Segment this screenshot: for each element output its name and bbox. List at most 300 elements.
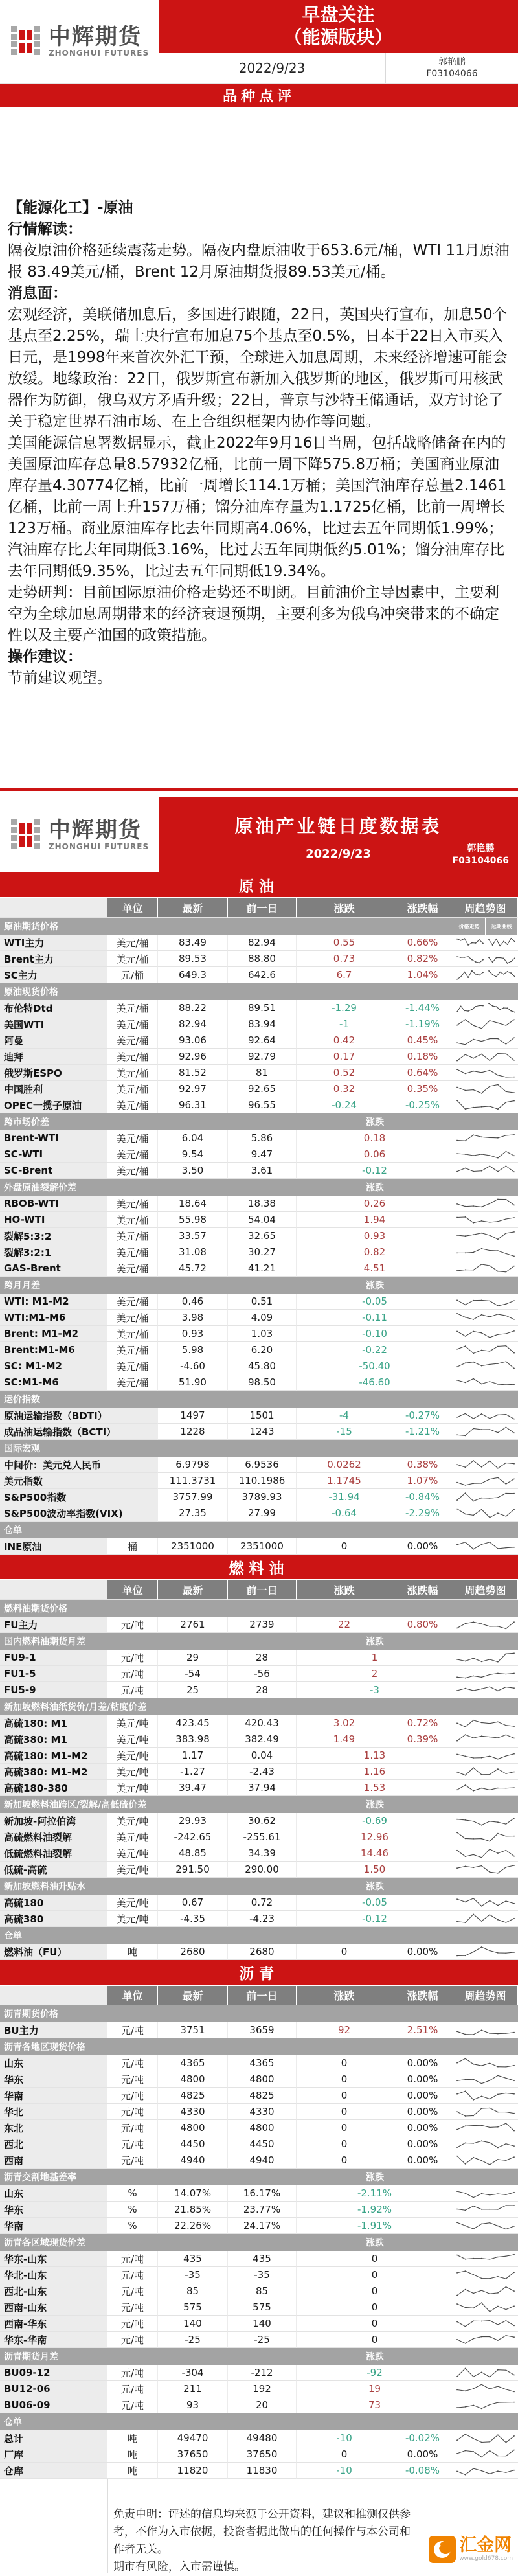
row-unit: 元/吨 (107, 1682, 158, 1698)
row-change: -50.40 (297, 1358, 453, 1374)
row-name: 低硫-高硫 (0, 1862, 107, 1878)
row-previous: 1501 (228, 1408, 297, 1424)
trend-cell (453, 951, 518, 967)
trend-sparkline (456, 2448, 515, 2461)
row-change: -4 (297, 1408, 392, 1424)
trend-cell (453, 2397, 518, 2413)
row-unit: 美元/吨 (107, 1748, 158, 1764)
row-latest: 29.93 (158, 1813, 228, 1829)
trend-cell (453, 1944, 518, 1960)
row-latest: 1228 (158, 1424, 228, 1440)
row-previous: 24.17% (228, 2218, 297, 2234)
row-unit: 吨 (107, 1944, 158, 1960)
trend-cell (453, 1682, 518, 1698)
row-unit: 美元/桶 (107, 1358, 158, 1374)
row-name: 高硫380: M1 (0, 1731, 107, 1748)
commentary-article (0, 107, 518, 788)
logo-name-cn: 中辉期货 (48, 24, 142, 50)
row-latest: 140 (158, 2316, 228, 2332)
trend-cell (453, 2202, 518, 2218)
analyst-info (453, 843, 510, 867)
section-header-bar (0, 1277, 518, 1294)
row-unit: 美元/桶 (107, 1244, 158, 1260)
column-header: 单位 (107, 1986, 158, 2005)
row-change: -0.64 (297, 1505, 392, 1522)
trend-sparkline (456, 1034, 515, 1047)
row-latest: -4.60 (158, 1358, 228, 1374)
trend-cell (453, 2365, 518, 2381)
table-row (0, 1424, 518, 1440)
section-change-label: 涨跌 (366, 2352, 384, 2362)
row-previous: 110.1986 (228, 1473, 297, 1489)
row-change-pct: -2.29% (392, 1505, 453, 1522)
trend-sparkline (456, 1667, 515, 1680)
trend-cell (453, 1617, 518, 1633)
section-label: 沥青期货价格 (4, 2009, 58, 2020)
row-name: FU9-1 (0, 1650, 107, 1666)
table-row (0, 2332, 518, 2348)
row-name: SC: M1-M2 (0, 1358, 107, 1374)
row-latest: 4365 (158, 2055, 228, 2071)
section-change-label: 涨跌 (366, 1183, 384, 1193)
watermark-url: www.gold678.com (459, 2555, 513, 2562)
row-change: 1.13 (297, 1748, 453, 1764)
row-change-pct: 2.51% (392, 2022, 453, 2038)
trend-sparkline (456, 1229, 515, 1242)
table-row (0, 1457, 518, 1473)
row-name: 西南 (0, 2152, 107, 2169)
trend-sparkline (456, 2089, 515, 2102)
table-row (0, 2071, 518, 2088)
row-previous: 98.50 (228, 1374, 297, 1391)
row-change: 2 (297, 1666, 453, 1682)
trend-cell (453, 967, 518, 983)
trend-sparkline (456, 1425, 515, 1438)
row-previous: 4365 (228, 2055, 297, 2071)
row-unit: 元/吨 (107, 2332, 158, 2348)
row-change: -0.10 (297, 1326, 453, 1342)
row-name: 高硫180: M1 (0, 1715, 107, 1731)
trend-sparkline (456, 1327, 515, 1340)
row-unit: 元/吨 (107, 2316, 158, 2332)
row-unit: 元/吨 (107, 2299, 158, 2316)
row-unit: 吨 (107, 2463, 158, 2479)
trend-sublabel: 远期曲线 (486, 918, 518, 935)
table-row (0, 1862, 518, 1878)
row-previous: 37.94 (228, 1780, 297, 1796)
trend-sparkline (456, 1082, 515, 1095)
table-row (0, 1944, 518, 1960)
row-name: 美元指数 (0, 1473, 158, 1489)
trend-sparkline (456, 1781, 515, 1794)
row-change-pct: 0.00% (392, 2088, 453, 2104)
trend-cell (453, 2251, 518, 2267)
trend-sparkline (456, 1830, 515, 1843)
row-name: 中间价：美元兑人民币 (0, 1457, 158, 1473)
row-unit: 美元/桶 (107, 1310, 158, 1326)
trend-sparkline (456, 2285, 515, 2297)
row-unit: 元/吨 (107, 2251, 158, 2267)
row-latest: 435 (158, 2251, 228, 2267)
row-change: -1 (297, 1016, 392, 1032)
section-label: 国内燃料油期货月差 (4, 1637, 85, 1647)
row-unit: % (107, 2218, 158, 2234)
table-row (0, 2120, 518, 2136)
column-header: 周趋势图 (453, 1986, 518, 2005)
row-previous: 2739 (228, 1617, 297, 1633)
trend-sparkline (456, 1458, 515, 1471)
trend-sparkline (456, 1912, 515, 1925)
row-name: 裂解5:3:2 (0, 1228, 107, 1244)
row-name: 中国胜利 (0, 1081, 107, 1097)
row-previous: 85 (228, 2283, 297, 2299)
row-name: Brent-WTI (0, 1130, 107, 1146)
row-name: 西北 (0, 2136, 107, 2152)
row-name: 高硫180: M1-M2 (0, 1748, 107, 1764)
report-header-1 (0, 0, 518, 84)
table-row (0, 1342, 518, 1358)
row-unit: 美元/桶 (107, 1294, 158, 1310)
column-header: 涨跌 (297, 1580, 392, 1600)
table-row (0, 1130, 518, 1146)
row-previous: 11830 (228, 2463, 297, 2479)
row-change: 0.17 (297, 1049, 392, 1065)
row-latest: -304 (158, 2365, 228, 2381)
column-header-name (0, 1986, 107, 2005)
row-unit: 美元/桶 (107, 1049, 158, 1065)
trend-sparkline (456, 1765, 515, 1778)
row-unit: 元/吨 (107, 2022, 158, 2038)
row-name: SC主力 (0, 967, 107, 983)
trend-sparkline (456, 1716, 515, 1729)
row-name: 华北 (0, 2104, 107, 2120)
row-previous: 30.62 (228, 1813, 297, 1829)
table-row (0, 1473, 518, 1489)
row-change: -0.22 (297, 1342, 453, 1358)
row-latest: 18.64 (158, 1196, 228, 1212)
table-row (0, 1748, 518, 1764)
row-change: 92 (297, 2022, 392, 2038)
section-label: 沥青各地区现货价格 (4, 2042, 85, 2053)
trend-cell (453, 1310, 518, 1326)
section-change-label: 涨跌 (366, 1281, 384, 1291)
table-row (0, 1196, 518, 1212)
row-unit: 美元/吨 (107, 1715, 158, 1731)
row-latest: 81.52 (158, 1065, 228, 1081)
row-change: 0.55 (297, 935, 392, 951)
row-name: 原油运输指数（BDTI） (0, 1408, 158, 1424)
row-latest: 92.97 (158, 1081, 228, 1097)
row-name: 东北 (0, 2120, 107, 2136)
row-previous: 32.65 (228, 1228, 297, 1244)
row-previous: 3.61 (228, 1163, 297, 1179)
section-bar-comment: 品种点评 (0, 84, 518, 107)
row-unit: 美元/吨 (107, 1895, 158, 1911)
table-row (0, 2055, 518, 2071)
row-previous: 20 (228, 2397, 297, 2413)
row-previous: 382.49 (228, 1731, 297, 1748)
row-unit: 元/吨 (107, 2365, 158, 2381)
row-previous: 9.47 (228, 1146, 297, 1163)
trend-cell (453, 1081, 518, 1097)
row-change: 0 (297, 2446, 392, 2463)
row-change: -10 (297, 2463, 392, 2479)
report-subtitle: （能源版块） (284, 27, 393, 48)
table-row (0, 1505, 518, 1522)
row-change: 0 (297, 2088, 392, 2104)
table-row (0, 1310, 518, 1326)
row-unit: 美元/桶 (107, 935, 158, 951)
row-unit: 美元/桶 (107, 1130, 158, 1146)
row-name: WTI: M1-M2 (0, 1294, 107, 1310)
section-label: 跨月月差 (4, 1281, 40, 1291)
table-row (0, 2397, 518, 2413)
row-latest: 9.54 (158, 1146, 228, 1163)
row-latest: 0.93 (158, 1326, 228, 1342)
row-name: Brent: M1-M2 (0, 1326, 107, 1342)
trend-cell (453, 1911, 518, 1927)
row-latest: 88.22 (158, 1000, 228, 1016)
row-previous: -25 (228, 2332, 297, 2348)
table-row (0, 935, 518, 951)
row-latest: 49470 (158, 2430, 228, 2446)
row-latest: 82.94 (158, 1016, 228, 1032)
row-unit: 美元/桶 (107, 1326, 158, 1342)
table-row (0, 1228, 518, 1244)
trend-sparkline (456, 1814, 515, 1827)
row-previous: 16.17% (228, 2185, 297, 2202)
row-latest: 649.3 (158, 967, 228, 983)
row-latest: 96.31 (158, 1097, 228, 1113)
row-previous: 4800 (228, 2120, 297, 2136)
row-unit: 美元/桶 (107, 1196, 158, 1212)
row-previous: 27.99 (228, 1505, 297, 1522)
trend-sparkline (456, 1749, 515, 1762)
row-name: S&P500波动率指数(VIX) (0, 1505, 158, 1522)
article-heading: 消息面： (8, 285, 67, 302)
row-name: BU09-12 (0, 2365, 107, 2381)
row-latest: 4800 (158, 2071, 228, 2088)
section-label: 仓单 (4, 2417, 22, 2428)
trend-cell (453, 2381, 518, 2397)
section-header-bar (0, 2169, 518, 2185)
trend-cell (453, 2136, 518, 2152)
row-previous: 1.03 (228, 1326, 297, 1342)
row-latest: 3.98 (158, 1310, 228, 1326)
row-previous: 4.09 (228, 1310, 297, 1326)
row-previous: 575 (228, 2299, 297, 2316)
section-header-bar (0, 1698, 518, 1715)
logo-name-cn: 中辉期货 (48, 817, 142, 843)
row-change: 0 (297, 2055, 392, 2071)
row-change: 0 (297, 1538, 392, 1555)
row-latest: 92.96 (158, 1049, 228, 1065)
table-row (0, 1049, 518, 1065)
row-previous: 192 (228, 2381, 297, 2397)
row-name: 仓库 (0, 2463, 107, 2479)
row-latest: 2351000 (158, 1538, 228, 1555)
trend-sparkline (456, 2382, 515, 2395)
row-latest: 25 (158, 1682, 228, 1698)
row-unit: 元/吨 (107, 2120, 158, 2136)
trend-cell (453, 2104, 518, 2120)
trend-cell (453, 1065, 518, 1081)
section-label: 沥青各区域现货价差 (4, 2238, 85, 2248)
trend-sparkline (488, 1001, 516, 1014)
trend-sparkline (456, 2317, 515, 2330)
row-unit: 美元/桶 (107, 1342, 158, 1358)
row-previous: 23.77% (228, 2202, 297, 2218)
row-change: 0.42 (297, 1032, 392, 1049)
row-name: Brent:M1-M6 (0, 1342, 107, 1358)
row-unit: 吨 (107, 2446, 158, 2463)
row-change-pct: -0.25% (392, 1097, 453, 1113)
row-unit: 元/吨 (107, 2381, 158, 2397)
trend-cell (453, 1374, 518, 1391)
row-name: 华东 (0, 2071, 107, 2088)
data-tables (0, 872, 518, 2479)
row-change: -1.29 (297, 1000, 392, 1016)
trend-cell (453, 2299, 518, 2316)
row-latest: 4825 (158, 2088, 228, 2104)
table-asphalt (0, 1960, 518, 2479)
row-unit: 元/桶 (107, 967, 158, 983)
row-name: 高硫燃料油裂解 (0, 1829, 107, 1845)
trend-sparkline (456, 1343, 515, 1356)
huijin-watermark-icon (429, 2536, 456, 2563)
row-name: 低硫燃料油裂解 (0, 1845, 107, 1862)
column-header: 周趋势图 (453, 1580, 518, 1600)
row-previous: 34.39 (228, 1845, 297, 1862)
table-row (0, 1715, 518, 1731)
trend-cell (453, 1097, 518, 1113)
row-name: 厂库 (0, 2446, 107, 2463)
row-latest: 37650 (158, 2446, 228, 2463)
row-latest: 383.98 (158, 1731, 228, 1748)
row-change-pct: -1.19% (392, 1016, 453, 1032)
row-previous: -4.23 (228, 1911, 297, 1927)
row-change-pct: -0.08% (392, 2463, 453, 2479)
trend-cell (453, 1780, 518, 1796)
row-unit: 吨 (107, 2430, 158, 2446)
trend-cell (453, 1049, 518, 1065)
row-latest: 3.50 (158, 1163, 228, 1179)
row-name: SC-Brent (0, 1163, 107, 1179)
row-unit: 美元/吨 (107, 1780, 158, 1796)
analyst-name: 郭艳鹏 (438, 57, 466, 67)
trend-cell (453, 1408, 518, 1424)
section-header-bar (0, 1522, 518, 1538)
row-latest: 11820 (158, 2463, 228, 2479)
trend-cell (453, 1505, 518, 1522)
column-header: 涨跌 (297, 1986, 392, 2005)
row-change-pct: 0.00% (392, 2104, 453, 2120)
trend-sparkline (456, 1507, 515, 1520)
trend-cell (453, 1000, 518, 1016)
row-change: -3 (297, 1682, 453, 1698)
row-unit: 美元/吨 (107, 1829, 158, 1845)
row-name: Brent主力 (0, 951, 107, 967)
table-row (0, 2381, 518, 2397)
row-change-pct: 0.64% (392, 1065, 453, 1081)
row-unit: 美元/桶 (107, 1228, 158, 1244)
row-unit: 美元/吨 (107, 1845, 158, 1862)
trend-sparkline (456, 1733, 515, 1746)
row-change: 22 (297, 1617, 392, 1633)
row-previous: -255.61 (228, 1829, 297, 1845)
row-change: -0.05 (297, 1895, 453, 1911)
row-unit: 元/吨 (107, 1617, 158, 1633)
row-latest: -35 (158, 2267, 228, 2283)
trend-sparkline (456, 968, 484, 981)
row-latest: 27.35 (158, 1505, 228, 1522)
row-change-pct: 0.38% (392, 1457, 453, 1473)
row-previous: 81 (228, 1065, 297, 1081)
row-previous: 28 (228, 1682, 297, 1698)
trend-sparkline (456, 1376, 515, 1389)
table-row (0, 2185, 518, 2202)
trend-sparkline (456, 2219, 515, 2232)
trend-sparkline (456, 1863, 515, 1876)
analyst-name: 郭艳鹏 (467, 843, 495, 854)
row-change: 0.06 (297, 1146, 453, 1163)
trend-sparkline (456, 1099, 515, 1111)
trend-cell (453, 1845, 518, 1862)
section-header-bar (0, 918, 518, 935)
row-change-pct: 0.39% (392, 1731, 453, 1748)
row-latest: 4450 (158, 2136, 228, 2152)
table-column-header (0, 1580, 518, 1600)
row-change: 0 (297, 2251, 453, 2267)
row-unit: 美元/吨 (107, 1731, 158, 1748)
section-label: 沥青期货月差 (4, 2352, 58, 2362)
table-row (0, 1244, 518, 1260)
trend-cell (453, 2446, 518, 2463)
section-change-label: 涨跌 (366, 1117, 384, 1128)
table-row (0, 2299, 518, 2316)
trend-sparkline (456, 2121, 515, 2134)
row-previous: 6.9536 (228, 1457, 297, 1473)
watermark-name: 汇金网 (459, 2535, 512, 2555)
row-unit: 元/吨 (107, 2104, 158, 2120)
row-previous: 2680 (228, 1944, 297, 1960)
table-row (0, 1895, 518, 1911)
trend-cell (453, 2055, 518, 2071)
trend-cell (453, 1457, 518, 1473)
row-name: 高硫380 (0, 1911, 107, 1927)
section-header-bar (0, 1440, 518, 1457)
column-header-name (0, 1580, 107, 1600)
row-name: OPEC一揽子原油 (0, 1097, 107, 1113)
row-change: -1.91% (297, 2218, 453, 2234)
trend-sparkline (456, 2301, 515, 2314)
company-logo (0, 0, 159, 83)
row-name: 西南-华东 (0, 2316, 107, 2332)
row-name: 裂解3:2:1 (0, 1244, 107, 1260)
disclaimer-line: 期市有风险，入市需谨慎。 (113, 2560, 245, 2573)
column-header: 涨跌 (297, 898, 392, 918)
trend-sparkline (456, 2399, 515, 2411)
row-previous: 30.27 (228, 1244, 297, 1260)
row-latest: 575 (158, 2299, 228, 2316)
table-fuel-oil (0, 1555, 518, 1960)
row-previous: 5.86 (228, 1130, 297, 1146)
column-header: 周趋势图 (453, 898, 518, 918)
row-unit: 美元/吨 (107, 1862, 158, 1878)
article-title: 【能源化工】-原油 (8, 199, 133, 216)
article-paragraph: 美国能源信息署数据显示，截止2022年9月16日当周，包括战略储备在内的美国原油库存总量8.57932亿桶，比前一周下降575.8万桶；美国商业原油库存量4.30774亿桶，比前一周增长114.1万桶；美国汽油库存总量2.1461亿桶，比前一周上升157万桶；馏分油库存量为1.1725亿桶，比前一周增长123万桶。商业原油库存比去年同期高4.06%，比过去五年同期低1.99%；汽油库存比去年同期低3.16%，比过去五年同期低约5.01%；馏分油库存比去年同期低9.35%，比过去五年同期低19.34%。 (8, 435, 507, 580)
row-name: 燃料油（FU） (0, 1944, 107, 1960)
